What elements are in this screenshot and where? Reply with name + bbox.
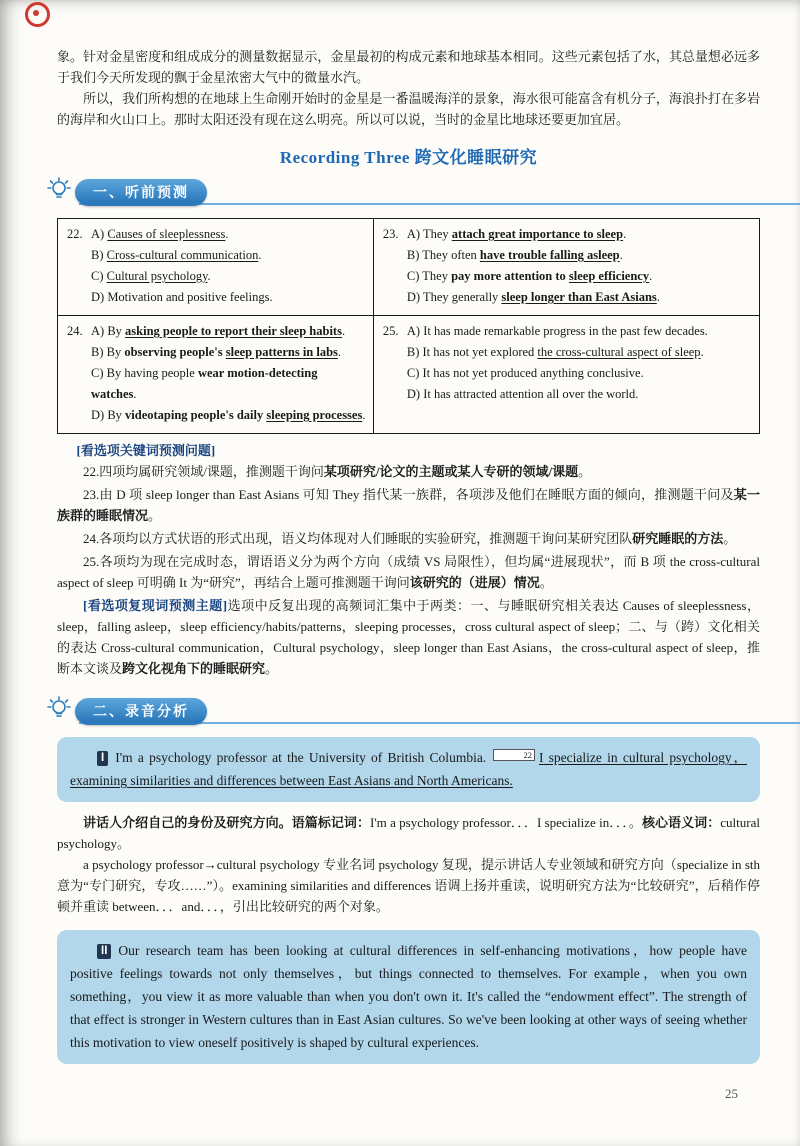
option-24b-text: B) By observing people's sleep patterns in labs. (91, 345, 342, 359)
recording-analysis-paragraph-1: 讲话人介绍自己的身份及研究方向。语篇标记词：I'm a psychology professor．．．I specialize in．．．。核心语义词：cultural psychology。 (57, 815, 760, 851)
option-line-23b (407, 245, 752, 266)
section1-heading: 一、听前预测 (75, 179, 207, 206)
option-line-24d (91, 405, 366, 426)
option-22a-text: A) Causes of sleeplessness. (91, 227, 229, 241)
theme-paragraph (57, 595, 760, 679)
question-24-cell (58, 316, 374, 434)
option-line-25d (407, 384, 752, 405)
option-line-22a (67, 224, 366, 245)
option-25c-text: C) It has not yet produced anything conclusive. (406, 366, 644, 380)
question-number-23: 23. (382, 227, 399, 241)
roman-numeral-1: I (97, 751, 108, 766)
option-line-25b (407, 342, 752, 363)
transcript-1-body: I'm a psychology professor at the University of British Columbia. 22 I specialize in cultural psychology，examining similarities and differences between East Asians and North Americans. (70, 750, 747, 788)
question-22-cell (58, 219, 374, 316)
option-line-23a (383, 224, 752, 245)
analysis-25: 25.各项均为现在完成时态，谓语语义分为两个方向（成绩 VS 局限性），但均属“进展现状”，而 B 项 the cross-cultural aspect of sleep 可明确 It 为“研究”，再结合上题可推测题干询问该研究的（进展）情况。 (57, 554, 760, 590)
section2-header (45, 695, 760, 727)
table-row-1 (58, 219, 760, 316)
intro-paragraph-1: 象。针对金星密度和组成成分的测量数据显示，金星最初的构成元素和地球基本相同。这些元素包括了水，其总量想必远多于我们今天所发现的飘于金星浓密大气中的微量水汽。 (57, 49, 760, 85)
option-line-24c (91, 363, 366, 405)
intro-section (57, 46, 760, 130)
transcript-2-text (70, 939, 747, 1054)
option-23d-text: D) They generally sleep longer than East Asians. (406, 290, 660, 304)
option-line-25a (383, 321, 752, 342)
lightbulb-icon (45, 695, 73, 728)
option-line-25c (407, 363, 752, 384)
page-number: 25 (725, 1086, 738, 1101)
option-25a-text: A) It has made remarkable progress in the past few decades. (406, 324, 708, 338)
option-25b-text: B) It has not yet explored the cross-cultural aspect of sleep. (406, 345, 704, 359)
option-24d-text: D) By videotaping people's daily sleeping processes. (91, 408, 366, 422)
option-22d-text: D) Motivation and positive feelings. (91, 290, 273, 304)
transcript-2-body: Our research team has been looking at cultural differences in self-enhancing motivations，how people have positive feelings towards not only themselves，but things connected to themselves. For example，when you own something，you view it as more valuable than when you don't own it. It's called the “endowment effect”. The strength of that effect is stronger in Western cultures than in East Asian cultures. So we've been looking at other ways of seeing whether this motivation to view oneself positively is shaped by cultural experiences. (70, 943, 747, 1050)
theme-text: 选项中反复出现的高频词汇集中于两类：一、与睡眠研究相关表达 Causes of sleeplessness，sleep，falling asleep，sleep efficiency/habits/patterns，sleeping processes，cross cultural aspect of sleep；二、与（跨）文化相关的表达 Cross-cultural communication，Cultural psychology，sleep longer than East Asians，the cross-cultural aspect of sleep，推断本文谈及跨文化视角下的睡眠研究。 (57, 598, 760, 676)
intro-paragraph-2: 所以，我们所构想的在地球上生命刚开始时的金星是一番温暖海洋的景象，海水很可能富含有机分子，海浪扑打在多岩的海岸和火山口上。那时太阳还没有现在这么明亮。所以可以说，当时的金星比地球还要更加宜居。 (57, 91, 760, 127)
theme-predict-header: [看选项复现词预测主题] (83, 598, 228, 613)
question-23-cell (373, 219, 759, 316)
option-24c-text: C) By having people wear motion-detecting watches. (91, 366, 318, 401)
transcript-box-2 (57, 930, 760, 1064)
option-22c-text: C) Cultural psychology. (91, 269, 211, 283)
transcript-1-text (70, 746, 747, 792)
option-line-24b (91, 342, 366, 363)
analysis-24: 24.各项均以方式状语的形式出现，语义均体现对人们睡眠的实验研究，推测题干询问某研究团队研究睡眠的方法。 (83, 531, 737, 546)
section1-header (45, 176, 760, 208)
option-24a-text: A) By asking people to report their sleep habits. (91, 324, 346, 338)
option-23b-text: B) They often have trouble falling asleep. (406, 248, 623, 262)
option-25d-text: D) It has attracted attention all over the world. (406, 387, 639, 401)
options-table (57, 218, 760, 434)
prediction-analysis (57, 440, 760, 679)
option-line-23d (407, 287, 752, 308)
question-number-24: 24. (67, 324, 83, 338)
option-23a-text: A) They attach great importance to sleep. (406, 227, 627, 241)
keyword-predict-header: [看选项关键词预测问题] (76, 443, 216, 458)
recording-analysis-paragraph-2: a psychology professor→cultural psychology 专业名词 psychology 复现，提示讲话人专业领域和研究方向（specialize in sth 意为“专门研究，专攻……”）。examining similarities and differences 语调上扬并重读，说明研究方法为“比较研究”，后稍作停顿并重读 between．．．and．．．，引出比较研究的两个对象。 (57, 857, 760, 914)
option-line-23c (407, 266, 752, 287)
option-line-24a (67, 321, 366, 342)
question-25-cell (373, 316, 759, 434)
transcript-box-1 (57, 737, 760, 802)
option-line-22c (91, 266, 366, 287)
table-row-2 (58, 316, 760, 434)
question-number-22: 22. (67, 227, 83, 241)
option-23c-text: C) They pay more attention to sleep efficiency. (406, 269, 653, 283)
analysis-23: 23.由 D 项 sleep longer than East Asians 可知 They 指代某一族群，各项涉及他们在睡眠方面的倾向，推测题干问及某一族群的睡眠情况。 (57, 487, 760, 523)
lightbulb-icon (45, 176, 73, 209)
recording-title: Recording Three 跨文化睡眠研究 (279, 148, 538, 167)
roman-numeral-2: II (97, 944, 111, 959)
option-line-22d (91, 287, 366, 308)
option-22b-text: B) Cross-cultural communication. (91, 248, 262, 262)
option-line-22b (91, 245, 366, 266)
section2-heading: 二、录音分析 (75, 698, 207, 725)
analysis-22: 22.四项均属研究领域/课题，推测题干询问某项研究/论文的主题或某人专研的领域/课题。 (83, 464, 592, 479)
question-number-25: 25. (382, 324, 399, 338)
